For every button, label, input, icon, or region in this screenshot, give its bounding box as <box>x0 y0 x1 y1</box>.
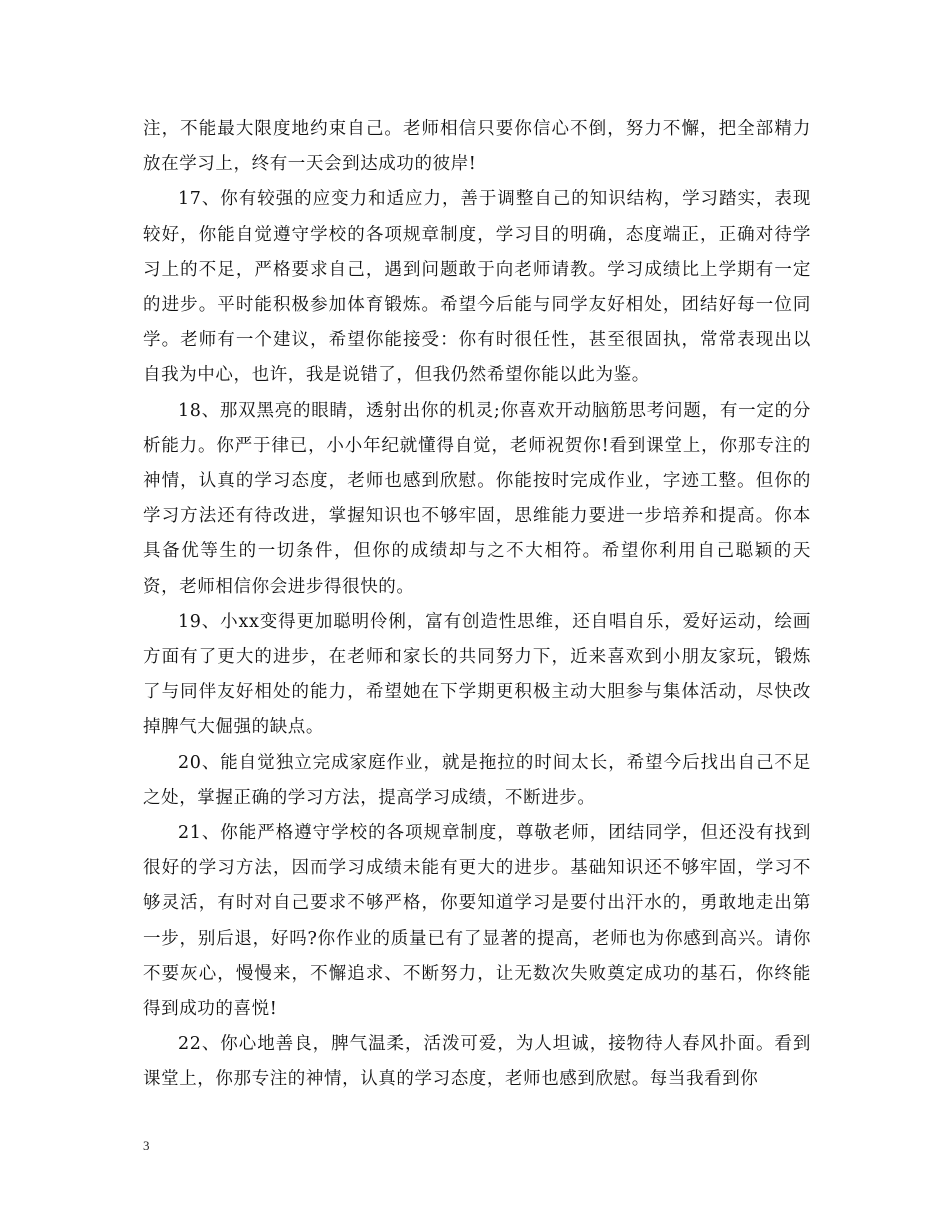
paragraph-22: 22、你心地善良，脾气温柔，活泼可爱，为人坦诚，接物待人春风扑面。看到课堂上，你那专注的神情，认真的学习态度，老师也感到欣慰。每当我看到你 <box>143 1034 811 1090</box>
paragraph-17: 17、你有较强的应变力和适应力，善于调整自己的知识结构，学习踏实，表现较好，你能自觉遵守学校的各项规章制度，学习目的明确，态度端正，正确对待学习上的不足，严格要求自己，遇到问题敢于向老师请教。学习成绩比上学期有一定的进步。平时能积极参加体育锻炼。希望今后能与同学友好相处，团结好每一位同学。老师有一个建议，希望你能接受：你有时很任性，甚至很固执，常常表现出以自我为中心，也许，我是说错了，但我仍然希望你能以此为鉴。 <box>143 189 811 386</box>
paragraph-21: 21、你能严格遵守学校的各项规章制度，尊敬老师，团结同学，但还没有找到很好的学习方法，因而学习成绩未能有更大的进步。基础知识还不够牢固，学习不够灵活，有时对自己要求不够严格，你要知道学习是要付出汗水的，勇敢地走出第一步，别后退，好吗?你作业的质量已有了显著的提高，老师也为你感到高兴。请你不要灰心，慢慢来，不懈追求、不断努力，让无数次失败奠定成功的基石，你终能得到成功的喜悦! <box>143 823 811 1020</box>
paragraph-continued: 注，不能最大限度地约束自己。老师相信只要你信心不倒，努力不懈，把全部精力放在学习上，终有一天会到达成功的彼岸! <box>143 119 811 175</box>
paragraph-18: 18、那双黑亮的眼睛，透射出你的机灵;你喜欢开动脑筋思考问题，有一定的分析能力。你严于律已，小小年纪就懂得自觉，老师祝贺你!看到课堂上，你那专注的神情，认真的学习态度，老师也感到欣慰。你能按时完成作业，字迹工整。但你的学习方法还有待改进，掌握知识也不够牢固，思维能力要进一步培养和提高。你本具备优等生的一切条件，但你的成绩却与之不大相符。希望你利用自己聪颖的天资，老师相信你会进步得很快的。 <box>143 400 811 597</box>
page-number: 3 <box>143 1138 150 1153</box>
paragraph-20: 20、能自觉独立完成家庭作业，就是拖拉的时间太长，希望今后找出自己不足之处，掌握正确的学习方法，提高学习成绩，不断进步。 <box>143 752 811 808</box>
paragraph-19: 19、小xx变得更加聪明伶俐，富有创造性思维，还自唱自乐，爱好运动，绘画方面有了更大的进步，在老师和家长的共同努力下，近来喜欢到小朋友家玩，锻炼了与同伴友好相处的能力，希望她在下学期更积极主动大胆参与集体活动，尽快改掉脾气大倔强的缺点。 <box>143 611 811 738</box>
document-body <box>143 112 811 1098</box>
